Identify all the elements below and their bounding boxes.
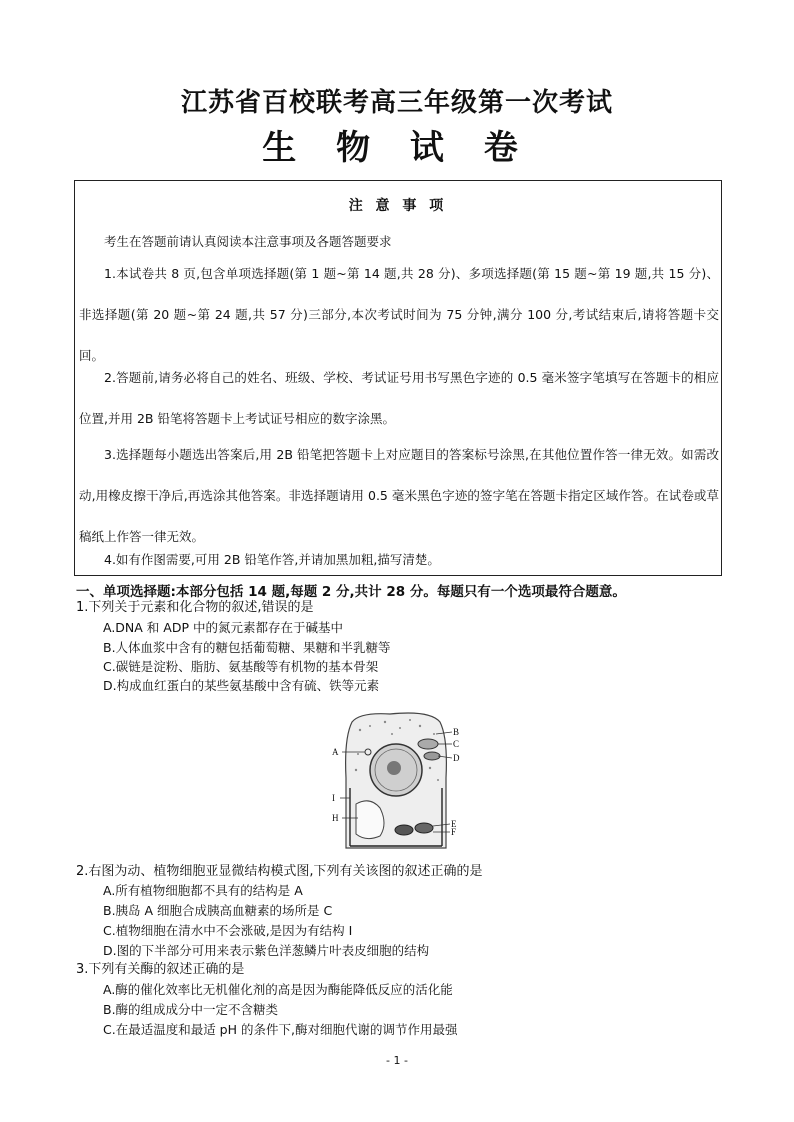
notice-item-3: 3.选择题每小题选出答案后,用 2B 铅笔把答题卡上对应题目的答案标号涂黑,在其他位置作答一律无效。如需改动,用橡皮擦干净后,再选涂其他答案。非选择题请用 0.5 毫米黑色字迹的签字笔在答题卡指定区域作答。在试卷或草稿纸上作答一律无效。 bbox=[79, 447, 719, 544]
figure-label-i: I bbox=[332, 793, 335, 803]
exam-title: 江苏省百校联考高三年级第一次考试 bbox=[180, 88, 613, 118]
notice-box bbox=[74, 180, 722, 576]
question-2-option-b: B.胰岛 A 细胞合成胰高血糖素的场所是 C bbox=[103, 903, 333, 918]
question-2-option-a: A.所有植物细胞都不具有的结构是 A bbox=[103, 883, 303, 898]
question-3-option-b: B.酶的组成成分中一定不含糖类 bbox=[103, 1002, 279, 1017]
question-3-option-a: A.酶的催化效率比无机催化剂的高是因为酶能降低反应的活化能 bbox=[103, 982, 453, 997]
question-3-stem: 3.下列有关酶的叙述正确的是 bbox=[76, 962, 245, 977]
section-title: 一、单项选择题:本部分包括 14 题,每题 2 分,共计 28 分。每题只有一个选项最符合题意。 bbox=[76, 584, 626, 600]
figure-label-e: E bbox=[451, 819, 457, 829]
exam-subtitle: 生 物 试 卷 bbox=[262, 128, 532, 168]
figure-label-c: C bbox=[453, 739, 460, 749]
question-1-option-a: A.DNA 和 ADP 中的氮元素都存在于碱基中 bbox=[103, 620, 343, 635]
figure-label-h: H bbox=[332, 813, 339, 823]
question-1-option-b: B.人体血浆中含有的糖包括葡萄糖、果糖和半乳糖等 bbox=[103, 640, 391, 655]
figure-label-d: D bbox=[453, 753, 460, 763]
question-1-stem: 1.下列关于元素和化合物的叙述,错误的是 bbox=[76, 600, 314, 615]
figure-label-a: A bbox=[332, 747, 339, 757]
figure-label-b: B bbox=[453, 727, 460, 737]
question-1-option-c: C.碳链是淀粉、脂肪、氨基酸等有机物的基本骨架 bbox=[103, 659, 379, 674]
question-2-option-d: D.图的下半部分可用来表示紫色洋葱鳞片叶表皮细胞的结构 bbox=[103, 943, 430, 958]
cell-structure-diagram bbox=[330, 708, 464, 852]
question-1-option-d: D.构成血红蛋白的某些氨基酸中含有硫、铁等元素 bbox=[103, 678, 380, 693]
notice-title: 注 意 事 项 bbox=[348, 198, 448, 214]
question-2-option-c: C.植物细胞在清水中不会涨破,是因为有结构 I bbox=[103, 923, 353, 938]
question-3-option-c: C.在最适温度和最适 pH 的条件下,酶对细胞代谢的调节作用最强 bbox=[103, 1022, 458, 1037]
notice-item-2: 2.答题前,请务必将自己的姓名、班级、学校、考试证号用书写黑色字迹的 0.5 毫米签字笔填写在答题卡的相应位置,并用 2B 铅笔将答题卡上考试证号相应的数字涂黑。 bbox=[79, 370, 719, 426]
notice-intro: 考生在答题前请认真阅读本注意事项及各题答题要求 bbox=[104, 234, 392, 249]
question-2-stem: 2.右图为动、植物细胞亚显微结构模式图,下列有关该图的叙述正确的是 bbox=[76, 864, 483, 879]
page-number: - 1 - bbox=[386, 1054, 408, 1067]
figure-label-f: F bbox=[451, 827, 457, 837]
notice-item-4: 4.如有作图需要,可用 2B 铅笔作答,并请加黑加粗,描写清楚。 bbox=[104, 552, 440, 567]
notice-item-1: 1.本试卷共 8 页,包含单项选择题(第 1 题~第 14 题,共 28 分)、多项选择题(第 15 题~第 19 题,共 15 分)、非选择题(第 20 题~第 24 题,共 57 分)三部分,本次考试时间为 75 分钟,满分 100 分,考试结束后,请将答题卡交回。 bbox=[79, 266, 719, 363]
